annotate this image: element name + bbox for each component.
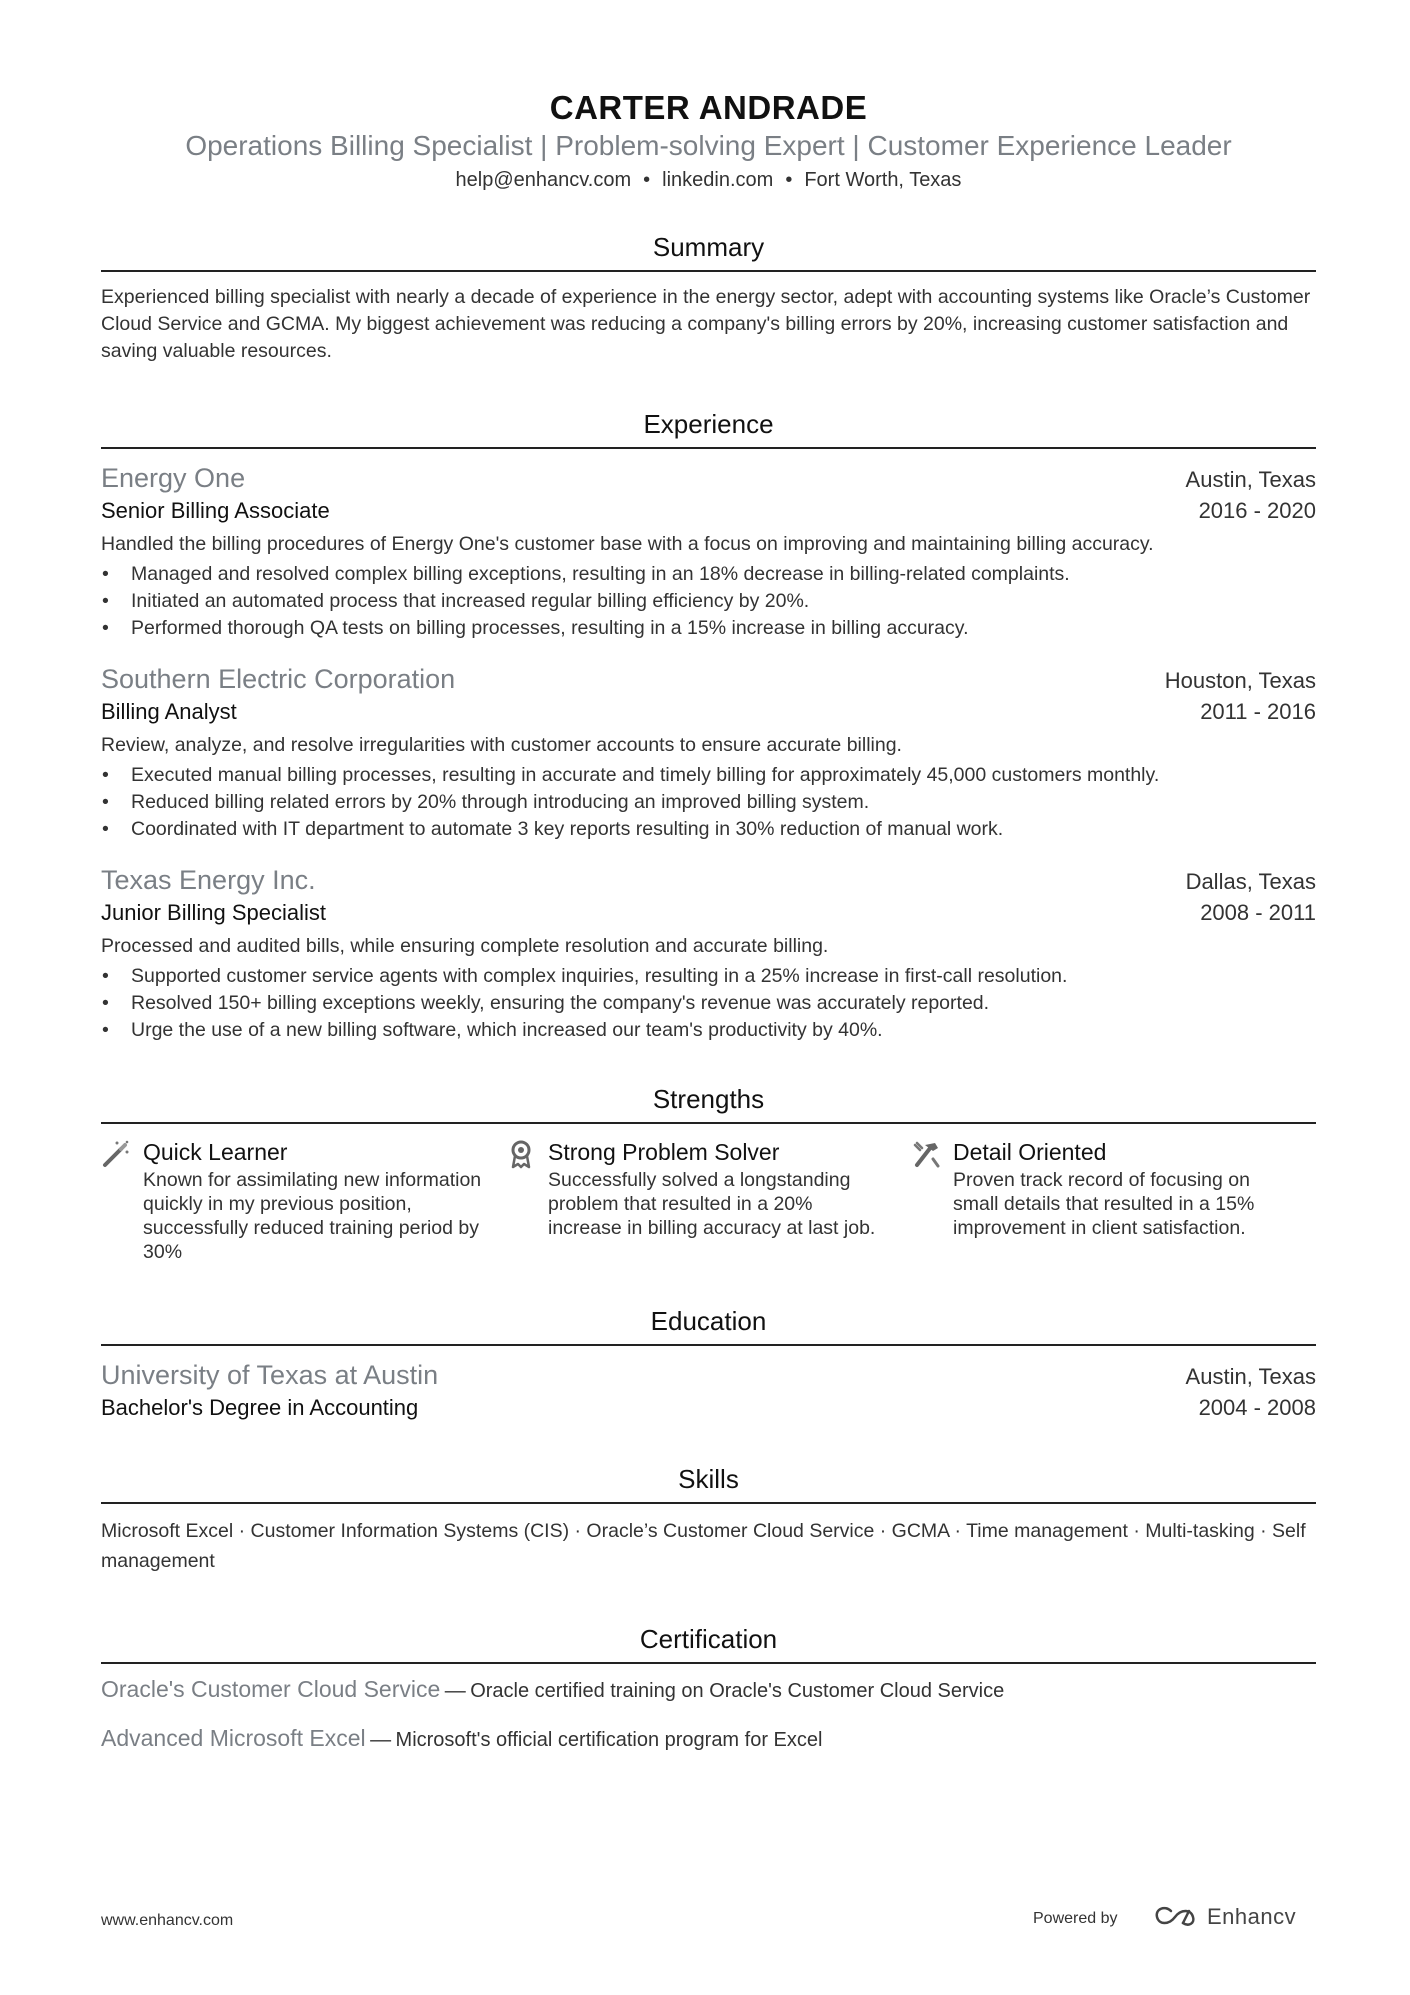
- strength-item: [506, 1136, 911, 1264]
- education-section: [101, 1304, 1316, 1424]
- job-bullet: • Urge the use of a new billing software, which increased our team's productivity by 40%.: [131, 1017, 1316, 1044]
- contact-email[interactable]: help@enhancv.com: [455, 169, 632, 191]
- education-degree: Bachelor's Degree in Accounting: [101, 1395, 419, 1420]
- strength-title: Detail Oriented: [953, 1139, 1107, 1165]
- job-bullets: [101, 762, 1316, 843]
- certification-item: [101, 1676, 1316, 1703]
- strengths-section: [101, 1082, 1316, 1264]
- job-company: Energy One: [101, 463, 246, 493]
- job-entry: [101, 662, 1316, 843]
- job-entry: [101, 863, 1316, 1044]
- strength-item: [101, 1136, 506, 1264]
- education-school: University of Texas at Austin: [101, 1360, 439, 1390]
- experience-section: [101, 407, 1316, 1044]
- footer-powered-by: Powered by: [1033, 1910, 1118, 1927]
- strength-text: Known for assimilating new information quickly in my previous position, successfully reduced training period by 30%: [143, 1169, 482, 1263]
- strength-text: Proven track record of focusing on small details that resulted in a 15% improvement in client satisfaction.: [953, 1169, 1255, 1239]
- certification-description: Microsoft's official certification program for Excel: [395, 1729, 823, 1751]
- job-dates: 2016 - 2020: [1198, 498, 1316, 523]
- job-location: Houston, Texas: [1164, 668, 1316, 693]
- contact-separator: •: [785, 169, 793, 191]
- job-bullet: • Initiated an automated process that increased regular billing efficiency by 20%.: [131, 588, 1316, 615]
- footer-brand-name: Enhancv: [1207, 1904, 1297, 1929]
- resume-header: [101, 0, 1316, 194]
- job-bullets: [101, 963, 1316, 1044]
- section-title-strengths: Strengths: [101, 1082, 1316, 1124]
- section-title-experience: Experience: [101, 407, 1316, 449]
- resume-page: [101, 0, 1316, 1774]
- summary-text: Experienced billing specialist with nearly a decade of experience in the energy sector, adept with accounting systems like Oracle’s Customer Cloud Service and GCMA. My biggest achievement was reducing a company's billing errors by 20%, increasing customer satisfaction and saving valuable resources.: [101, 286, 1311, 362]
- strength-title: Quick Learner: [143, 1139, 288, 1165]
- section-title-education: Education: [101, 1304, 1316, 1346]
- job-company: Texas Energy Inc.: [101, 865, 316, 895]
- certification-section: [101, 1622, 1316, 1752]
- page-footer: [0, 1900, 1410, 1940]
- job-dates: 2011 - 2016: [1200, 699, 1316, 724]
- job-bullet: • Managed and resolved complex billing exceptions, resulting in an 18% decrease in billing-related complaints.: [131, 561, 1316, 588]
- section-title-certification: Certification: [101, 1622, 1316, 1664]
- education-dates: 2004 - 2008: [1198, 1395, 1316, 1420]
- hammer-wrench-icon: [911, 1136, 953, 1264]
- job-bullet: • Performed thorough QA tests on billing processes, resulting in a 15% increase in billing accuracy.: [131, 615, 1316, 642]
- certification-dash: —: [370, 1728, 392, 1751]
- job-bullet: • Reduced billing related errors by 20% through introducing an improved billing system.: [131, 789, 1316, 816]
- job-bullet: • Executed manual billing processes, resulting in accurate and timely billing for approximately 45,000 customers monthly.: [131, 762, 1316, 789]
- footer-site-link[interactable]: www.enhancv.com: [101, 1912, 234, 1929]
- enhancv-logo-icon: [1153, 1905, 1199, 1929]
- job-bullet: • Coordinated with IT department to automate 3 key reports resulting in 30% reduction of manual work.: [131, 816, 1316, 843]
- contact-linkedin[interactable]: linkedin.com: [662, 169, 774, 191]
- job-bullet: • Supported customer service agents with complex inquiries, resulting in a 25% increase in first-call resolution.: [131, 963, 1316, 990]
- job-description: Handled the billing procedures of Energy One's customer base with a focus on improving and maintaining billing accuracy.: [101, 533, 1154, 555]
- job-location: Austin, Texas: [1185, 467, 1316, 492]
- section-title-summary: Summary: [101, 230, 1316, 272]
- candidate-tagline: Operations Billing Specialist | Problem-solving Expert | Customer Experience Leader: [185, 130, 1232, 161]
- certification-description: Oracle certified training on Oracle's Customer Cloud Service: [470, 1680, 1005, 1702]
- job-role: Billing Analyst: [101, 699, 237, 724]
- job-role: Senior Billing Associate: [101, 498, 330, 523]
- job-location: Dallas, Texas: [1185, 869, 1316, 894]
- strength-title: Strong Problem Solver: [548, 1139, 780, 1165]
- job-entry: [101, 461, 1316, 642]
- certification-item: [101, 1725, 1316, 1752]
- job-role: Junior Billing Specialist: [101, 900, 326, 925]
- skills-text: Microsoft Excel · Customer Information Systems (CIS) · Oracle’s Customer Cloud Service · GCMA · Time management · Multi-tasking · Self management: [101, 1520, 1306, 1572]
- contact-line: [101, 166, 1316, 194]
- candidate-name: CARTER ANDRADE: [549, 89, 868, 126]
- magic-wand-icon: [101, 1136, 143, 1264]
- job-dates: 2008 - 2011: [1200, 900, 1316, 925]
- certification-name: Oracle's Customer Cloud Service: [101, 1676, 441, 1702]
- job-bullet: • Resolved 150+ billing exceptions weekly, ensuring the company's revenue was accurately reported.: [131, 990, 1316, 1017]
- job-bullets: [101, 561, 1316, 642]
- contact-separator: •: [643, 169, 651, 191]
- education-location: Austin, Texas: [1185, 1364, 1316, 1389]
- section-title-skills: Skills: [101, 1462, 1316, 1504]
- strength-text: Successfully solved a longstanding problem that resulted in a 20% increase in billing accuracy at last job.: [548, 1169, 876, 1239]
- job-description: Review, analyze, and resolve irregularities with customer accounts to ensure accurate billing.: [101, 734, 902, 756]
- job-description: Processed and audited bills, while ensuring complete resolution and accurate billing.: [101, 935, 829, 957]
- footer-brand-logo[interactable]: [1153, 1904, 1296, 1930]
- skills-section: [101, 1462, 1316, 1576]
- award-ribbon-icon: [506, 1136, 548, 1264]
- strength-item: [911, 1136, 1316, 1264]
- certification-dash: —: [444, 1679, 466, 1702]
- job-company: Southern Electric Corporation: [101, 664, 456, 694]
- certification-name: Advanced Microsoft Excel: [101, 1725, 366, 1751]
- contact-location: Fort Worth, Texas: [804, 169, 962, 191]
- summary-section: [101, 230, 1316, 365]
